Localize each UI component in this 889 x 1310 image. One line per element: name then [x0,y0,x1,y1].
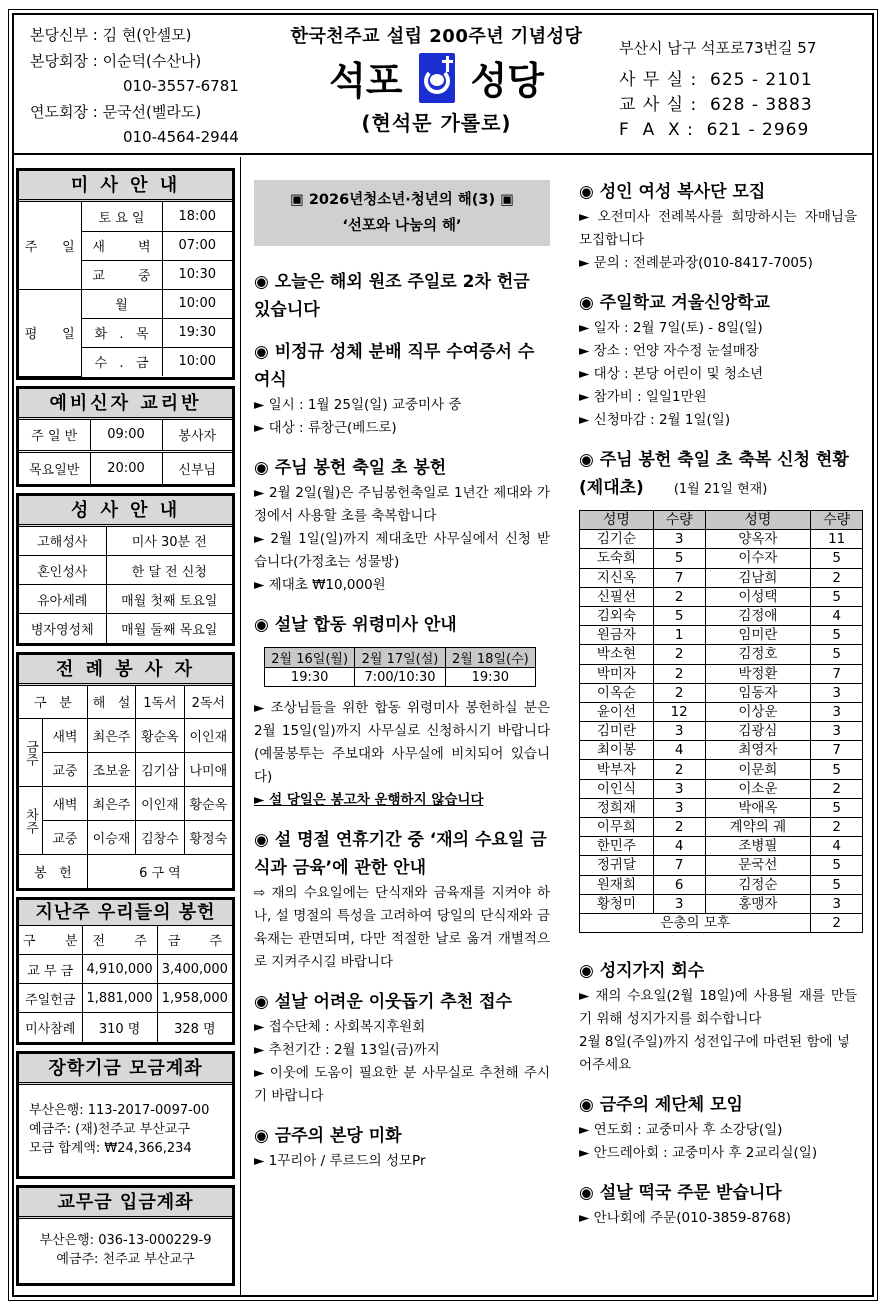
notice-item: 2월 8일(주일)까지 성전입구에 마련된 함에 넣어주세요 [579,1034,850,1074]
notice-item: ► 연도회 : 교중미사 후 소강당(일) [579,1122,783,1139]
scholarship-box [16,1051,235,1179]
notice-title: ◉ 주님 봉헌 축일 초 봉헌 [254,458,447,478]
notice-item: ► 안드레아회 : 교중미사 후 2교리실(일) [579,1145,818,1162]
notice-title: ◉ 설날 어려운 이웃돕기 추천 접수 [254,992,512,1012]
bulletin-header [14,15,872,155]
table-row: 박미자 2 박정환 7 [580,664,863,683]
offerings-box [16,897,235,1045]
candle-request-table: 성명 수량 성명 수량 김기순 3 양옥자 11 도숙희 5 이수자 5 지신옥 7 김남희 2 신필선 2 이성택 5 김외숙 5 김정애 4 원금자 1 임미란 5 박소현 2 김정호 5 박미자 2 박정환 7 이옥순 2 임동자 3 윤이선 12 이상운 3 김미란 3 김광심 3 최이봉 4 최영자 7 박부자 2 이문희 5 이인식 3 이소운 2 정희재 3 박애옥 5 이무희 2 계약의 궤 2 한민주 4 조병필 4 정귀달 7 문국선 5 원재희 6 김정순 5 황청미 3 홍맹자 3 은총의 모후 2 [579,510,863,933]
requiem-president-phone: 010-4564-2944 [123,128,239,146]
mass-schedule-title: 미 사 안 내 [19,171,232,202]
notice-item: ► 참가비 : 일일1만원 [579,389,707,405]
pastor-row: 본당신부 : 김 현(안셀모) [30,26,192,44]
notice-item: ► 일시 : 1월 25일(일) 교중미사 중 [254,397,462,413]
notice-title: ◉ 성인 여성 복사단 모집 [579,182,766,202]
ministers-table: 구 분 해 설 1독서 2독서 금주 새벽 최은주 황순옥 이인재 교중 조보윤 김기삼 나미애 차주 새벽 최은주 이인재 황순옥 교중 이승재 김창수 황정숙 봉 헌 6 구 역 [19,686,232,888]
dues-account: 부산은행: 036-13-000229-9 예금주: 천주교 부산교구 [39,1232,212,1267]
notice-item: ► 오전미사 전례복사를 희망하시는 자매님을 모집합니다 [579,209,857,248]
table-row: 신필선 2 이성택 5 [580,587,863,606]
table-row: 박소현 2 김정호 5 [580,645,863,664]
notice-item: ► 일자 : 2월 7일(토) - 8일(일) [579,320,763,336]
notice-item: ► 이웃에 도움이 필요한 분 사무실로 추천해 주시기 바랍니다 [254,1065,550,1104]
offerings-table: 구 분 전 주 금 주 교 무 금 4,910,000 3,400,000 주일헌금 1,881,000 1,958,000 미사참례 310 명 328 명 [19,926,232,1042]
notice-title: ◉ 설날 떡국 주문 받습니다 [579,1183,782,1204]
notice-title: ◉ 금주의 본당 미화 [254,1126,402,1146]
notice-title: ◉ 성지가지 회수 [579,961,705,982]
left-column [16,168,235,1292]
notice-title: ◉ 주일학교 겨울신앙학교 [579,293,770,313]
sacraments-box [16,493,235,646]
church-logo-icon [419,53,455,103]
theme-banner: ▣ 2026년청소년·청년의 해(3) ▣ ‘선포와 나눔의 해’ [254,180,550,246]
dues-title: 교무금 입금계좌 [19,1188,232,1219]
notice-item: ► 장소 : 언양 자수정 눈설매장 [579,343,759,359]
candle-request-title: ◉ 주님 봉헌 축일 초 축복 신청 현황(제대초) (1월 21일 현재) [579,450,849,498]
dues-box [16,1185,235,1286]
table-row: 박부자 2 이문희 5 [580,760,863,779]
catechism-phone: 교 사 실 : 628 - 3883 [619,95,813,115]
mass-schedule-table: 주 일 토 요 일 18:00 새 벽 07:00 교 중 10:30 평 일 월 10:00 화 . 목 19:30 수 . 금 10:00 [19,202,232,377]
table-row: 김외숙 5 김정애 4 [580,606,863,625]
memorial-mass-table: 2월 16일(월) 2월 17일(설) 2월 18일(수) 19:30 7:00/10:30 19:30 [264,647,536,687]
notice-item-emphasis: ► 설 당일은 봉고차 운행하지 않습니다 [254,792,484,808]
notice-title: ◉ 오늘은 해외 원조 주일로 2차 헌금 있습니다 [254,272,530,320]
as-of-date: (1월 21일 현재) [673,482,768,497]
notice-title: ◉ 설 명절 연휴기간 중 ‘재의 수요일 금식과 금육’에 관한 안내 [254,830,547,878]
catechumen-title: 예비신자 교리반 [19,389,232,420]
notice-item: ► 대상 : 본당 어린이 및 청소년 [579,366,764,382]
table-row: 지신옥 7 김남희 2 [580,568,863,587]
notice-item: ► 1꾸리아 / 루르드의 성모Pr [254,1153,426,1169]
church-subtitle: 한국천주교 설립 200주년 기념성당 [290,26,583,47]
requiem-president-row: 연도회장 : 문국선(벨라도) [30,102,202,121]
table-row: 최이봉 4 최영자 7 [580,741,863,760]
notice-item: ► 접수단체 : 사회복지후원회 [254,1019,426,1035]
notice-item: ► 안나회에 주문(010-3859-8768) [579,1210,791,1227]
notice-item: ► 대상 : 류창근(베드로) [254,420,397,436]
table-row: 이인식 3 이소운 2 [580,779,863,798]
table-row: 원금자 1 임미란 5 [580,626,863,645]
church-patron: (현석문 가롤로) [361,111,512,135]
notice-item: ⇨ 재의 수요일에는 단식재와 금육재를 지켜야 하나, 설 명절의 특성을 고려하여 당일의 단식재와 금육재는 관면되며, 다만 적절한 날로 옮겨 개별적으로 지켜주시길 바랍니다 [254,885,550,970]
sacraments-title: 성 사 안 내 [19,496,232,527]
sacraments-table: 고해성사 미사 30분 전 혼인성사 한 달 전 신청 유아세례 매월 첫째 토요일 병자영성체 매월 둘째 목요일 [19,527,232,643]
table-row: 원재희 6 김정순 5 [580,875,863,894]
council-president-phone: 010-3557-6781 [123,77,239,95]
mass-schedule-box [16,168,235,380]
offerings-title: 지난주 우리들의 봉헌 [19,900,232,926]
notice-title: ◉ 비정규 성체 분배 직무 수여증서 수여식 [254,342,535,390]
fax-number: F A X : 621 - 2969 [619,120,810,140]
table-row: 한민주 4 조병필 4 [580,837,863,856]
notice-title: ◉ 설날 합동 위령미사 안내 [254,615,457,635]
scholarship-account: 부산은행: 113-2017-0097-00 예금주: (재)천주교 부산교구 모금 합계액: ₩24,366,234 [29,1102,210,1156]
notice-item: ► 추천기간 : 2월 13일(금)까지 [254,1042,440,1058]
notice-item: ► 2월 1일(일)까지 제대초만 사무실에서 신청 받습니다(가정초는 성물방) [254,531,550,570]
catechumen-table: 주 일 반 09:00 봉사자 목요일반 20:00 신부님 [19,420,232,484]
table-row: 정귀달 7 문국선 5 [580,856,863,875]
scholarship-title: 장학기금 모금계좌 [19,1054,232,1085]
table-row: 정희재 3 박애옥 5 [580,798,863,817]
table-row: 김미란 3 김광심 3 [580,722,863,741]
notice-item: ► 2월 2일(월)은 주님봉헌축일로 1년간 제대와 가정에서 사용할 초를 축복합니다 [254,485,550,524]
office-phone: 사 무 실 : 625 - 2101 [619,70,813,90]
notice-title: ◉ 금주의 제단체 모임 [579,1095,743,1116]
clergy-info [30,23,239,151]
church-title [264,15,609,136]
notice-item: ► 제대초 ₩10,000원 [254,577,386,593]
table-row: 이옥순 2 임동자 3 [580,683,863,702]
notice-item: ► 신청마감 : 2월 1일(일) [579,412,731,428]
table-row: 도숙희 5 이수자 5 [580,549,863,568]
ministers-box [16,652,235,891]
right-column [579,178,857,1230]
contact-info [619,37,816,143]
address: 부산시 남구 석포로73번길 57 [619,39,817,57]
table-row: 이무희 2 계약의 궤 2 [580,818,863,837]
notice-item: ► 조상님들을 위한 합동 위령미사 봉헌하실 분은 2월 15일(일)까지 사무실로 신청하시기 바랍니다(예물봉투는 주보대와 사무실에 비치되어 있습니다) [254,700,550,785]
table-row: 윤이선 12 이상운 3 [580,702,863,721]
council-president-row: 본당회장 : 이순덕(수산나) [30,51,202,70]
column-divider [240,157,241,1297]
ministers-title: 전 례 봉 사 자 [19,655,232,686]
catechumen-box [16,386,235,487]
notice-item: ► 문의 : 전례분과장(010-8417-7005) [579,255,813,271]
middle-column [254,180,550,1173]
table-row: 김기순 3 양옥자 11 [580,530,863,549]
table-row: 황청미 3 홍맹자 3 [580,894,863,913]
church-name: 석포 성당 [264,50,609,105]
notice-item: ► 재의 수요일(2월 18일)에 사용될 재를 만들기 위해 성지가지를 회수합니다 [579,988,857,1028]
